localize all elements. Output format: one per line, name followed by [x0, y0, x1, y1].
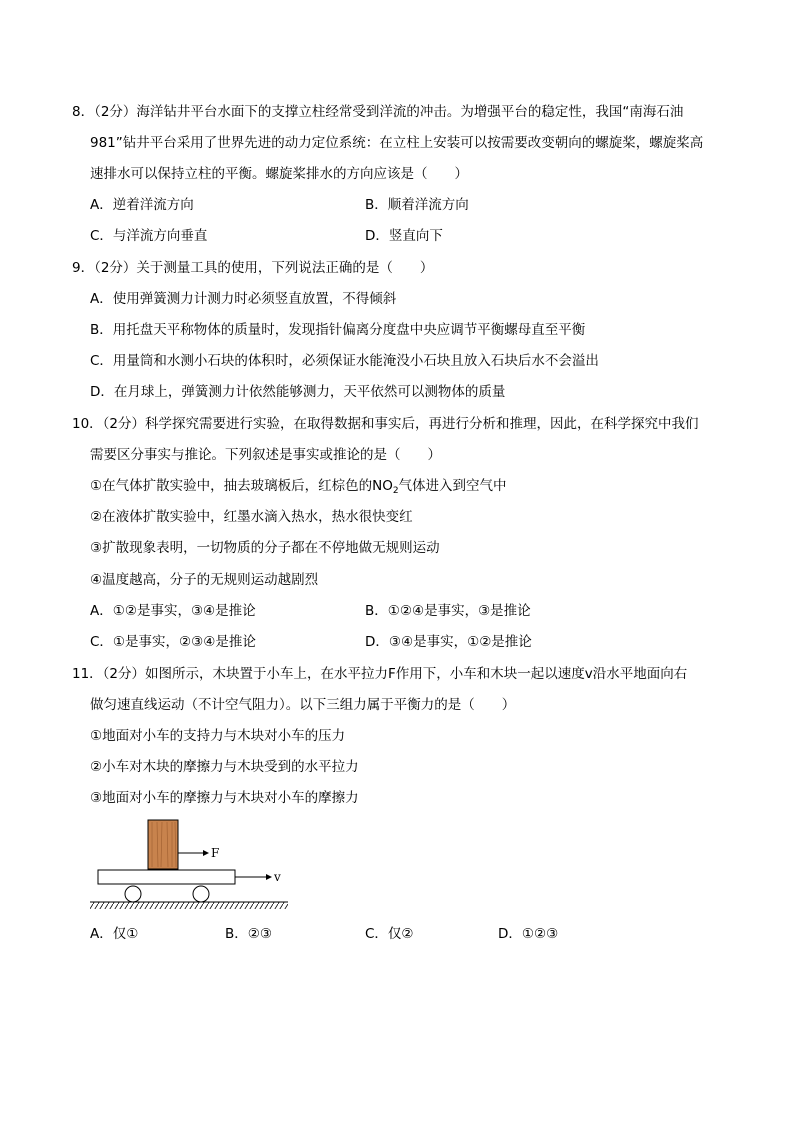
velocity-arrowhead [266, 874, 272, 880]
q10-option-a: A．①②是事实，③④是推论 [90, 603, 256, 619]
cart-wheel-left [125, 886, 141, 902]
q9-option-d: D．在月球上，弹簧测力计依然能够测力，天平依然可以测物体的质量 [90, 384, 506, 400]
force-label: F [211, 846, 220, 860]
q9-option-c: C．用量筒和水测小石块的体积时，必须保证水能淹没小石块且放入石块后水不会溢出 [90, 353, 599, 369]
q10-option-b: B．①②④是事实，③是推论 [365, 603, 531, 619]
q10-s1-pre: ①在气体扩散实验中，抽去玻璃板后，红棕色的NO [90, 478, 393, 494]
q8-option-d: D．竖直向下 [365, 228, 443, 244]
cart-wheel-right [193, 886, 209, 902]
ground-hatching [90, 902, 288, 909]
velocity-label: v [274, 870, 281, 884]
cart-block-figure [88, 816, 298, 916]
q10-s1-post: 气体进入到空气中 [398, 478, 507, 494]
wooden-block [148, 820, 178, 869]
q11-stem-line2: 做匀速直线运动（不计空气阻力）。以下三组力属于平衡力的是（ ） [90, 697, 516, 713]
q10-option-d: D．③④是事实，①②是推论 [365, 634, 532, 650]
q10-s1-subscript: 2 [392, 486, 399, 496]
cart-block-diagram [88, 816, 298, 916]
q11-statement-2: ②小车对木块的摩擦力与木块受到的水平拉力 [90, 759, 359, 775]
q10-option-c: C．①是事实，②③④是推论 [90, 634, 256, 650]
q10-stem-line2: 需要区分事实与推论。下列叙述是事实或推论的是（ ） [90, 447, 441, 463]
q8-stem-line2: 981”钻井平台采用了世界先进的动力定位系统：在立柱上安装可以按需要改变朝向的螺旋桨，螺旋桨高 [90, 135, 704, 151]
q8-stem-line1: 8．（2分）海洋钻井平台水面下的支撑立柱经常受到洋流的冲击。为增强平台的稳定性，我国“南海石油 [72, 104, 684, 120]
q9-stem: 9．（2分）关于测量工具的使用，下列说法正确的是（ ） [72, 260, 434, 276]
q10-statement-2: ②在液体扩散实验中，红墨水滴入热水，热水很快变红 [90, 509, 413, 525]
q11-option-c: C．仅② [365, 926, 414, 942]
q9-option-b: B．用托盘天平称物体的质量时，发现指针偏离分度盘中央应调节平衡螺母直至平衡 [90, 322, 586, 338]
q11-stem-line1: 11．（2分）如图所示，木块置于小车上，在水平拉力F作用下，小车和木块一起以速度v沿水平地面向右 [72, 666, 688, 682]
q8-option-b: B．顺着洋流方向 [365, 197, 469, 213]
q11-option-b: B．②③ [225, 926, 272, 942]
q11-statement-1: ①地面对小车的支持力与木块对小车的压力 [90, 728, 346, 744]
q11-statement-3: ③地面对小车的摩擦力与木块对小车的摩擦力 [90, 790, 359, 806]
q10-stem-line1: 10．（2分）科学探究需要进行实验，在取得数据和事实后，再进行分析和推理，因此，在科学探究中我们 [72, 416, 699, 432]
q10-statement-3: ③扩散现象表明，一切物质的分子都在不停地做无规则运动 [90, 540, 440, 556]
force-arrowhead [203, 850, 209, 856]
q8-option-c: C．与洋流方向垂直 [90, 228, 208, 244]
cart-body [98, 870, 235, 884]
q8-option-a: A．逆着洋流方向 [90, 197, 194, 213]
q11-option-d: D．①②③ [498, 926, 559, 942]
q11-option-a: A．仅① [90, 926, 139, 942]
q10-statement-4: ④温度越高，分子的无规则运动越剧烈 [90, 572, 319, 588]
q8-stem-line3: 速排水可以保持立柱的平衡。螺旋桨排水的方向应该是（ ） [90, 166, 468, 182]
q10-statement-1 [90, 476, 507, 501]
q9-option-a: A．使用弹簧测力计测力时必须竖直放置，不得倾斜 [90, 291, 397, 307]
